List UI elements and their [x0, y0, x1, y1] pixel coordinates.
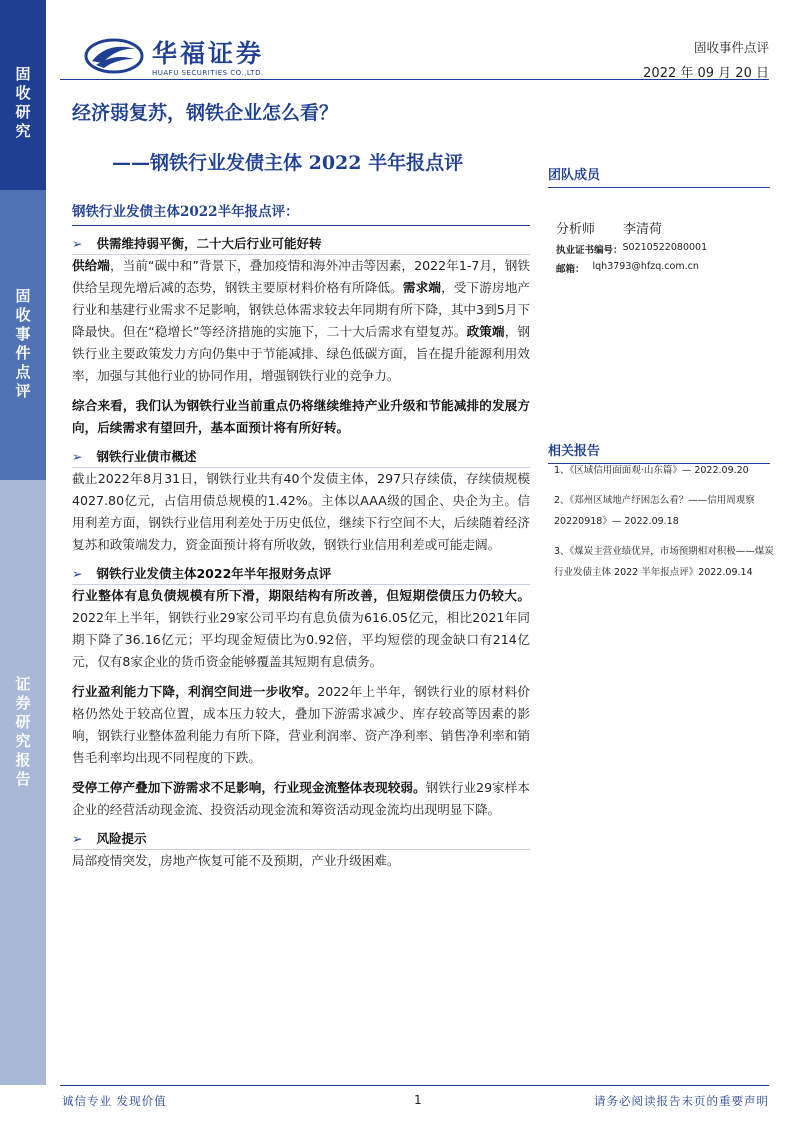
section-heading-risk: ➢ 风险提示	[72, 829, 530, 850]
huafu-logo-icon	[84, 37, 144, 75]
paragraph-conclusion: 综合来看，我们认为钢铁行业当前重点仍将继续维持产业升级和节能减排的发展方向，后续需求有望回升，基本面预计将有所好转。	[72, 398, 530, 435]
sidebar-tab-securities-report: 证券研究报告	[0, 480, 46, 1085]
header-divider	[60, 79, 769, 80]
section-heading-financial-review: ➢ 钢铁行业发债主体2022年半年报财务点评	[72, 564, 530, 585]
cert-number: S0210522080001	[622, 242, 708, 253]
page-number: 1	[414, 1093, 422, 1107]
paragraph-debt: 行业整体有息负债规模有所下滑，期限结构有所改善，但短期偿债压力仍较大。2022年上半年，钢铁行业29家公司平均有息负债为616.05亿元，相比2021年同期下降了36.16亿元；平均现金短债比为0.92倍，平均短偿的现金缺口有214亿元，仅有8家企业的货币资金能够覆盖其短期有息债务。	[72, 588, 530, 669]
main-content	[72, 200, 530, 872]
company-logo	[84, 34, 264, 77]
logo-chinese-name: 华福证券	[152, 39, 265, 68]
page-subtitle: ——钢铁行业发债主体 2022 半年报点评	[112, 152, 464, 174]
report-date: 2022 年 09 月 20 日	[643, 66, 769, 81]
analyst-email: lqh3793@hfzq.com.cn	[592, 261, 699, 272]
logo-english-name: HUAFU SECURITIES CO.,LTD.	[152, 69, 264, 77]
sidebar-tab-fixed-income-research: 固收研究	[0, 0, 46, 190]
cert-label: 执业证书编号：	[556, 245, 623, 256]
arrow-bullet-icon: ➢	[72, 566, 83, 581]
paragraph-bond-market: 截止2022年8月31日，钢铁行业共有40个发债主体，297只存续债，存续债规模4027.80亿元，占信用债总规模的1.42%。主体以AAA级的国企、央企为主。信用利差方面，钢铁行业信用利差处于历史低位，继续下行空间不大，后续随着经济复苏和政策端发力，资金面预计将有所收敛，钢铁行业信用利差或可能走阔。	[72, 471, 530, 552]
email-label: 邮箱：	[556, 264, 585, 275]
paragraph-cashflow: 受停工停产叠加下游需求不足影响，行业现金流整体表现较弱。钢铁行业29家样本企业的经营活动现金流、投资活动现金流和筹资活动现金流均出现明显下降。	[72, 780, 530, 817]
header-meta	[643, 38, 769, 81]
analyst-label: 分析师	[556, 222, 596, 237]
footer-disclaimer-note: 请务必阅读报告末页的重要声明	[594, 1094, 769, 1108]
sidebar-tab-event-review: 固收事件点评	[0, 190, 46, 480]
arrow-bullet-icon: ➢	[72, 449, 83, 464]
section-heading-supply-demand: ➢ 供需维持弱平衡，二十大后行业可能好转	[72, 234, 530, 255]
paragraph-profitability: 行业盈利能力下降，利润空间进一步收窄。2022年上半年，钢铁行业的原材料价格仍然处于较高位置，成本压力较大，叠加下游需求减少、库存较高等因素的影响，钢铁行业整体盈利能力有所下降，营业利润率、资产净利率、销售净利率和销售毛利率均出现不同程度的下跌。	[72, 684, 531, 765]
section-heading-bond-market: ➢ 钢铁行业债市概述	[72, 447, 530, 468]
page-title: 经济弱复苏，钢铁企业怎么看？	[72, 102, 339, 124]
arrow-bullet-icon: ➢	[72, 236, 83, 251]
analyst-name: 李清荷	[623, 222, 663, 237]
left-sidebar	[0, 0, 46, 1085]
related-reports-heading: 相关报告	[548, 440, 770, 464]
related-report-item[interactable]: 2、《郑州区域地产纾困怎么看？——信用周观察 20220918》— 2022.09.18	[554, 495, 755, 527]
related-report-item[interactable]: 1、《区域信用面面观·山东篇》— 2022.09.20	[554, 465, 749, 476]
related-reports-list	[554, 460, 774, 592]
summary-heading: 钢铁行业发债主体2022半年报点评：	[72, 200, 530, 226]
footer-divider	[60, 1085, 769, 1086]
footer-slogan: 诚信专业 发现价值	[62, 1094, 167, 1108]
arrow-bullet-icon: ➢	[72, 831, 83, 846]
related-report-item[interactable]: 3、《煤炭主营业绩优异，市场预期相对积极——煤炭行业发债主体 2022 半年报点评》2022.09.14	[554, 546, 774, 578]
paragraph-supply-demand: 供给端，当前“碳中和”背景下，叠加疫情和海外冲击等因素，2022年1-7月，钢铁供给呈现先增后减的态势，钢铁主要原材料价格有所降低。需求端，受下游房地产行业和基建行业需求不足影响，钢铁总体需求较去年同期有所下降，其中3到5月下降最快。但在“稳增长”等经济措施的实施下，二十大后需求有望复苏。政策端，钢铁行业主要政策发力方向仍集中于节能减排、绿色低碳方面，旨在提升能源利用效率，加强与其他行业的协同作用，增强钢铁行业的竞争力。	[72, 258, 531, 383]
report-type: 固收事件点评	[693, 40, 769, 55]
team-heading: 团队成员	[548, 164, 770, 188]
analyst-card	[556, 218, 707, 275]
paragraph-risk: 局部疫情突发，房地产恢复可能不及预期，产业升级困难。	[72, 853, 400, 868]
